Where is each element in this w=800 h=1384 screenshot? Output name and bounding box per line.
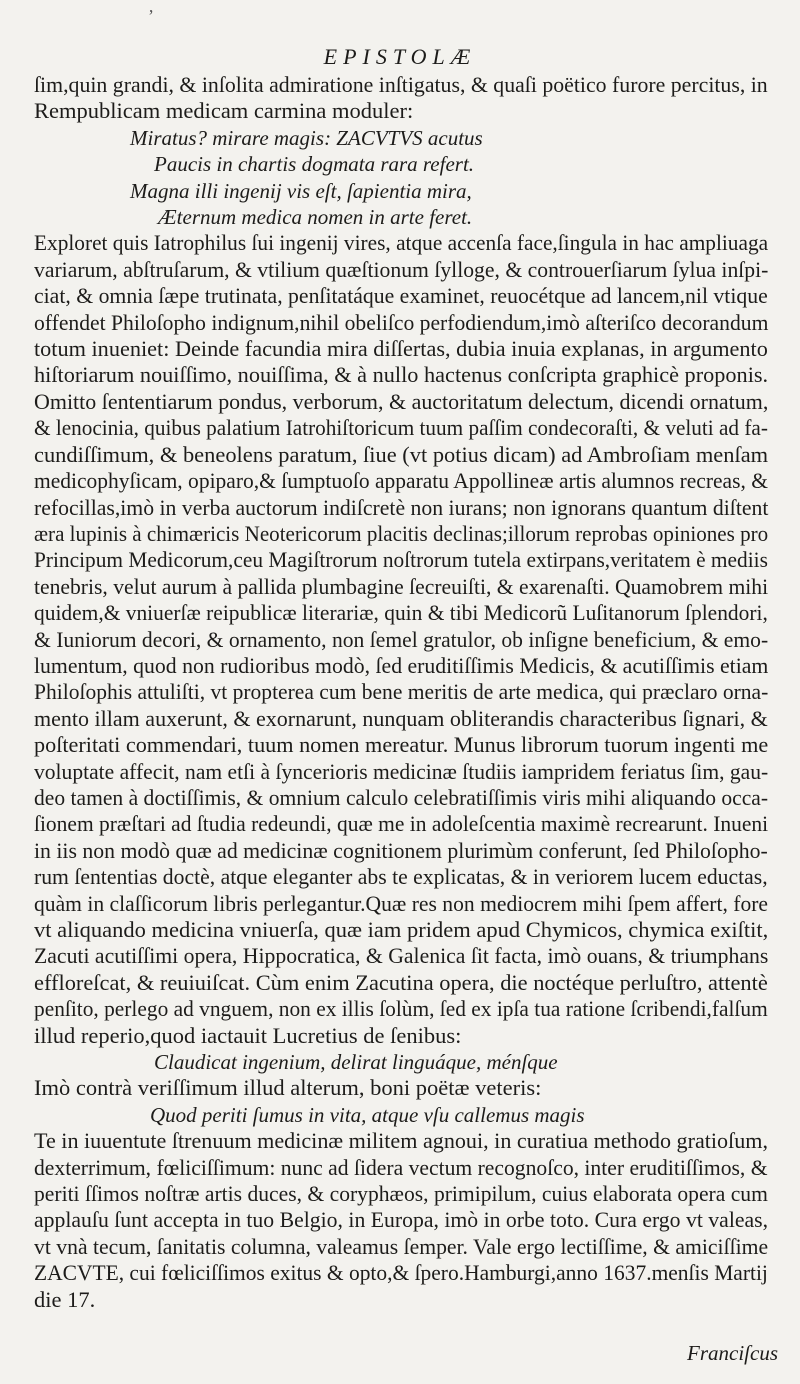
text-line: quàm in claſſicorum libris perlegantur.Quæ res non mediocrem mihi ſpem affert, fore	[34, 890, 769, 916]
text-line: tenebris, velut aurum à pallida plumbagine ſecreuiſti, & exarenaſti. Quamobrem mihi	[34, 573, 769, 599]
text-line: dexterrimum, fœliciſſimum: nunc ad ſidera vectum recognoſco, inter eruditiſſimos, &	[34, 1154, 768, 1180]
text-line: Philoſophis attuliſti, vt propterea cum bene meritis de arte medica, qui præclaro orna-	[34, 679, 769, 705]
text-line: quidem,& vniuerſæ reipublicæ literariæ, quin & tibi Medicorũ Luſitanorum ſplendori,	[34, 600, 768, 626]
text-line: mento illam auxerunt, & exornarunt, nunquam obliterandis characteribus ſignari, &	[34, 705, 768, 731]
text-line: ciat, & omnia ſæpe trutinata, penſitatáque examinet, reuocétque ad lancem,nil vtique	[34, 283, 768, 309]
quotation-line: Quod periti ſumus in vita, atque vſu callemus magis	[150, 1102, 585, 1127]
text-line: Rempublicam medicam carmina moduler:	[34, 98, 414, 124]
text-line: poſteritati commendari, tuum nomen mereatur. Munus librorum tuorum ingenti me	[34, 732, 769, 758]
ink-mark: ʼ	[148, 6, 154, 26]
text-line: & Iuniorum decori, & ornamento, non ſemel gratulor, ob inſigne beneficium, & emo-	[34, 626, 769, 652]
text-line: rum ſententias doctè, atque eleganter abs te explicatas, & in veriorem lucem eductas,	[34, 864, 768, 890]
text-line: & lenocinia, quibus palatium Iatrohiſtoricum tuum paſſim condecoraſti, & veluti ad fa-	[34, 415, 768, 441]
verse-line: Miratus? mirare magis: ZACVTVS acutus	[130, 125, 483, 150]
text-line: totum inueniet: Deinde facundia mira diſſertas, dubia inuia explanas, in argumento	[34, 336, 768, 362]
quotation-line: Claudicat ingenium, delirat linguáque, ménſque	[154, 1050, 558, 1075]
text-line: ſim,quin grandi, & inſolita admiratione inſtigatus, & quaſi poëtico furore percitus, in	[34, 72, 768, 97]
text-line: in iis non modò quæ ad medicinæ cognitionem plurimùm conferunt, ſed Philoſopho-	[34, 837, 768, 863]
text-line: applauſu ſunt accepta in tuo Belgio, in Europa, imò in orbe toto. Cura ergo vt valeas,	[34, 1207, 769, 1233]
text-line: ſionem præſtari ad ſtudia redeundi, quæ me in adoleſcentia maximè recrearunt. Inueni	[34, 811, 769, 837]
text-line: variarum, abſtruſarum, & vtilium quæſtionum ſylloge, & controuerſiarum ſylua inſpi-	[34, 256, 769, 282]
text-line: medicophyſicam, opiparo,& ſumptuoſo apparatu Appollineæ artis alumnos recreas, &	[34, 468, 768, 494]
verse-line: Paucis in chartis dogmata rara refert.	[154, 152, 475, 177]
text-line: Principum Medicorum,ceu Magiſtrorum noſtrorum tutela extirpans,veritatem è mediis	[34, 547, 768, 573]
text-line: lumentum, quod non rudioribus modò, ſed eruditiſſimis Medicis, & acutiſſimis etiam	[34, 652, 769, 678]
text-line: cundiſſimum, & beneolens paratum, ſiue (vt potius dicam) ad Ambroſiam menſam	[34, 441, 769, 467]
catchword: Franciſcus	[687, 1341, 778, 1365]
text-line: refocillas,imò in verba auctorum indiſcretè non iurans; non ignorans quantum diſtent	[34, 494, 769, 520]
text-line: periti ſſimos noſtræ artis duces, & coryphæos, primipilum, cuius elaborata opera cum	[34, 1181, 768, 1207]
text-line: voluptate affecit, nam etſi à ſyncerioris medicinæ ſtudiis iampridem feriatus ſim, gau-	[34, 758, 769, 784]
text-line: ZACVTE, cui fœliciſſimos exitus & opto,& ſpero.Hamburgi,anno 1637.menſis Martij	[34, 1260, 768, 1286]
text-line: Te in iuuentute ſtrenuum medicinæ militem agnoui, in curatiua methodo gratioſum,	[34, 1128, 769, 1154]
running-header: EPISTOLÆ	[323, 44, 477, 69]
text-line: vt aliquando medicina vniuerſa, quæ iam pridem apud Chymicos, chymica exiſtit,	[34, 917, 768, 942]
text-line: Omitto ſententiarum pondus, verborum, & auctoritatum delectum, dicendi ornatum,	[34, 388, 769, 414]
text-line: deo tamen à doctiſſimis, & omnium calculo celebratiſſimis viris mihi aliquando occa-	[34, 784, 769, 810]
verse-line: Magna illi ingenij vis eſt, ſapientia mira,	[130, 178, 472, 203]
text-line: hiſtoriarum nouiſſimo, nouiſſima, & à nullo hactenus conſcripta graphicè proponis.	[34, 362, 769, 388]
text-line: Zacuti acutiſſimi opera, Hippocratica, & Galenica ſit facta, imò ouans, & triumphans	[34, 943, 769, 969]
text-line: Exploret quis Iatrophilus ſui ingenij vires, atque accenſa face,ſingula in hac ampliuaga	[34, 230, 769, 256]
text-line: effloreſcat, & reuiuiſcat. Cùm enim Zacutina opera, die noctéque perluſtro, attentè	[34, 969, 768, 995]
text-line: Imò contrà veriſſimum illud alterum, boni poëtæ veteris:	[34, 1075, 542, 1101]
text-line: die 17.	[34, 1286, 96, 1312]
verse-line: Æternum medica nomen in arte feret.	[158, 205, 473, 230]
text-line: æra lupinis à chimæricis Neotericorum placitis declinas;illorum reprobas opiniones pro	[34, 520, 769, 546]
letter-body	[34, 72, 768, 1313]
text-line: vt vnà tecum, ſanitatis columna, valeamus ſemper. Vale ergo lectiſſime, & amiciſſime	[34, 1233, 769, 1259]
text-line: offendet Philoſopho indignum,nihil obeliſco perfodiendum,imò aſteriſco decorandum	[34, 309, 769, 335]
text-line: illud reperio,quod iactauit Lucretius de ſenibus:	[34, 1022, 462, 1048]
text-line: penſito, perlego ad vnguem, non ex illis ſolùm, ſed ex ipſa tua ratione ſcribendi,falſum	[34, 996, 768, 1022]
